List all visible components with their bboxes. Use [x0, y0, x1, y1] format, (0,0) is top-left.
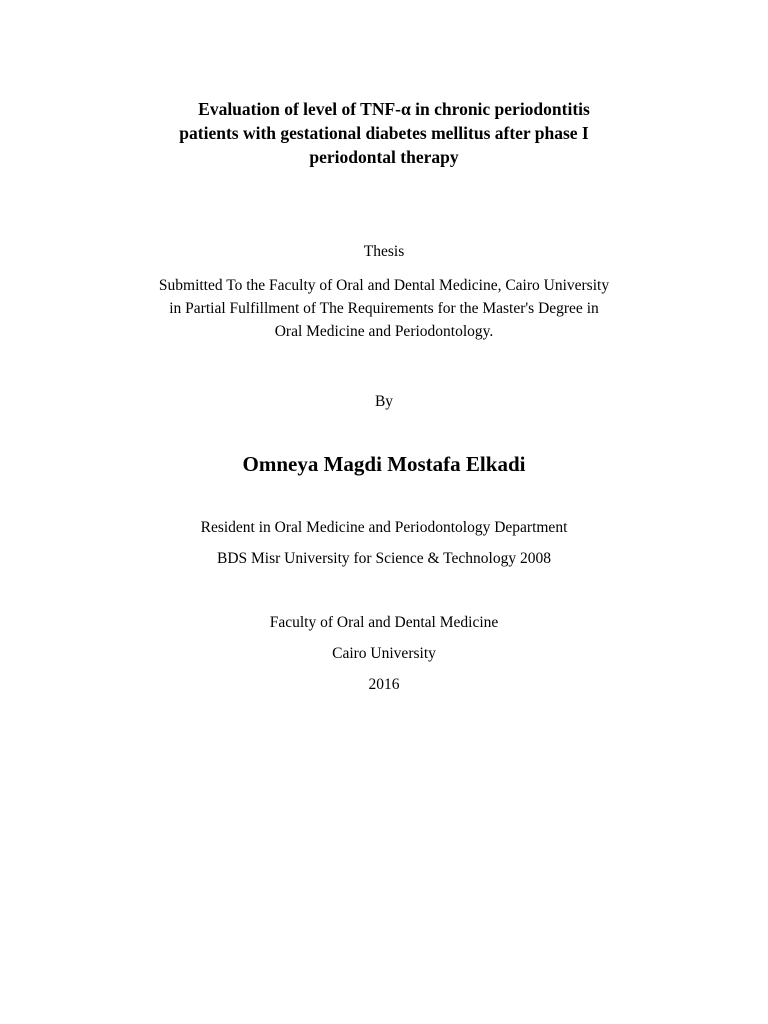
thesis-year: 2016: [368, 676, 400, 693]
thesis-title-line-1: Evaluation of level of TNF-α in chronic periodontitis: [198, 99, 590, 119]
submission-line-3: Oral Medicine and Periodontology.: [274, 323, 494, 340]
author-name: Omneya Magdi Mostafa Elkadi: [242, 452, 526, 476]
thesis-title-line-3: periodontal therapy: [309, 147, 459, 167]
submission-line-1: Submitted To the Faculty of Oral and Dental Medicine, Cairo University: [158, 277, 610, 294]
author-position: Resident in Oral Medicine and Periodontology Department: [200, 519, 568, 536]
faculty-name: Faculty of Oral and Dental Medicine: [269, 614, 499, 631]
thesis-label: Thesis: [363, 243, 405, 260]
university-name: Cairo University: [332, 645, 436, 662]
thesis-title-line-2: patients with gestational diabetes mellitus after phase I: [179, 123, 589, 143]
by-label: By: [374, 393, 394, 410]
submission-line-2: in Partial Fulfillment of The Requirements for the Master's Degree in: [169, 300, 599, 317]
author-degree: BDS Misr University for Science & Technology 2008: [217, 550, 551, 567]
